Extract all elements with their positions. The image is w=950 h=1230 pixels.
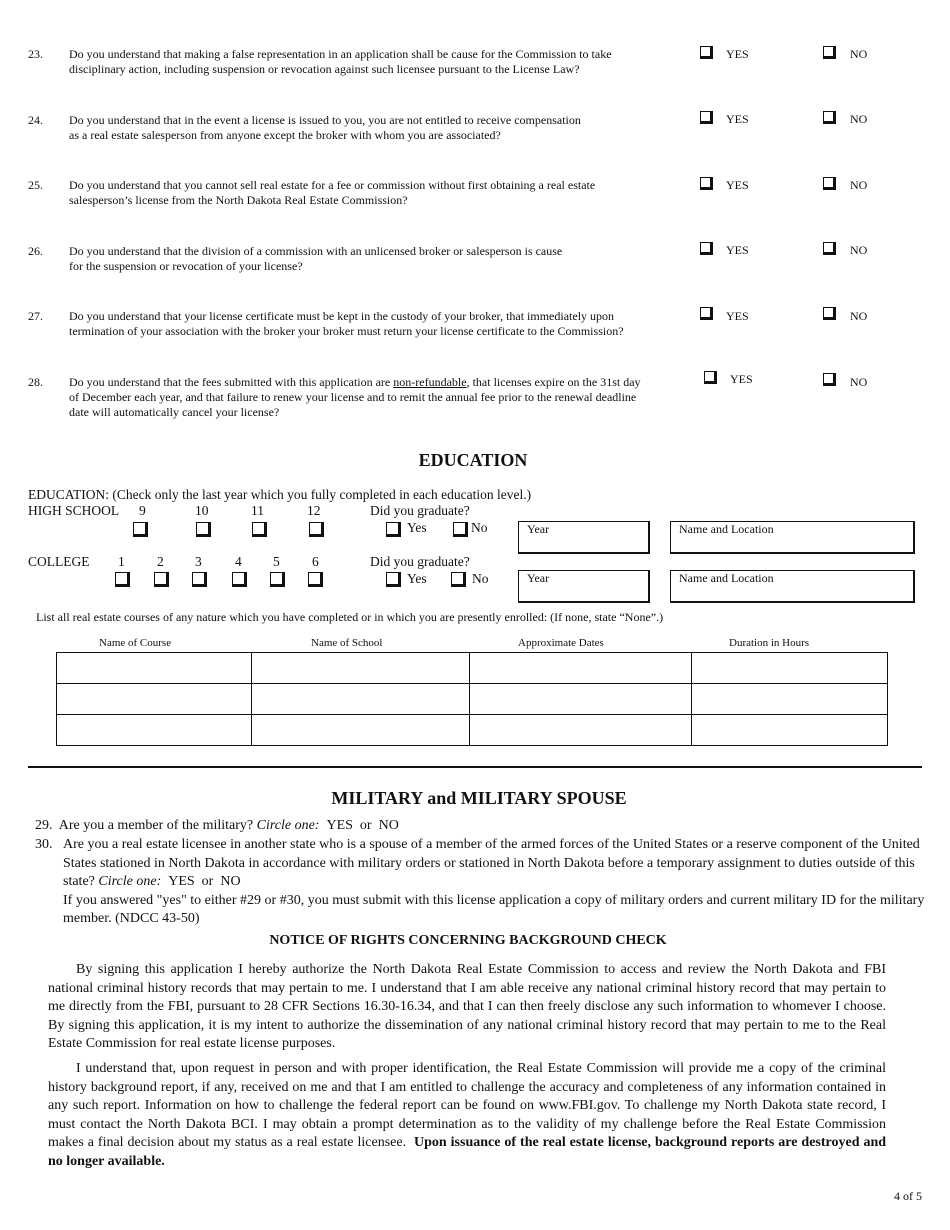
question-number: 25. [28,178,43,192]
q27-yes-checkbox[interactable] [700,307,713,320]
question-29 [35,817,925,836]
hs-12-checkbox[interactable] [309,522,324,537]
q25-line2: salesperson’s license from the North Dakota Real Estate Commission? [69,193,408,207]
hs-no-label: No [471,520,488,535]
q23-line1: Do you understand that making a false representation in an application shall be cause for the Commission to take [69,47,612,61]
college-yes-label: Yes [407,571,427,586]
q28-no-checkbox[interactable] [823,373,836,386]
high-school-label: HIGH SCHOOL [28,503,120,518]
hs-graduate-yes-checkbox[interactable] [386,522,401,537]
hs-year-label: 9 [139,503,146,518]
college-year-label: 3 [195,554,202,569]
college-graduate-question: Did you graduate? [370,554,470,569]
q28-line2: of December each year, and that failure to renew your license and to remit the annual fee prior to the renewal deadline [69,390,637,404]
question-28-text [69,375,679,420]
no-label: NO [850,309,868,323]
q24-yes-checkbox[interactable] [700,111,713,124]
duration-cell[interactable] [692,653,888,684]
college-label: COLLEGE [28,554,90,569]
hs-11-checkbox[interactable] [252,522,267,537]
question-number: 27. [28,309,43,323]
yes-label: YES [726,47,749,61]
dates-cell[interactable] [470,684,692,715]
col-header-course: Name of Course [99,637,172,649]
q29-yes-no[interactable]: YES or NO [326,818,399,833]
section-divider [28,766,922,768]
q24-line2: as a real estate salesperson from anyone except the broker with whom you are associated? [69,128,501,142]
q25-yes-checkbox[interactable] [700,177,713,190]
college-year-field-label: Year [527,571,550,585]
education-instruction: EDUCATION: (Check only the last year which you fully completed in each education level.) [28,487,532,502]
q27-no-checkbox[interactable] [823,307,836,320]
school-name-cell[interactable] [252,653,470,684]
table-row [57,715,888,746]
no-label: NO [850,243,868,257]
col-header-dates: Approximate Dates [518,637,604,649]
hs-year-field[interactable] [518,521,650,554]
college-name-location-field[interactable] [670,570,915,603]
college-1-checkbox[interactable] [115,572,130,587]
no-label: NO [850,178,868,192]
q25-no-checkbox[interactable] [823,177,836,190]
college-year-field[interactable] [518,570,650,603]
q26-line1: Do you understand that the division of a commission with an unlicensed broker or salesperson is cause [69,244,563,258]
question-27-text [69,309,679,339]
hs-year-label: 10 [195,503,209,518]
yes-label: YES [726,309,749,323]
course-name-cell[interactable] [57,715,252,746]
q25-line1: Do you understand that you cannot sell real estate for a fee or commission without first obtaining a real estate [69,178,596,192]
question-24-text [69,113,669,143]
hs-yes-label: Yes [407,520,427,535]
q27-line2: termination of your association with the broker your broker must return your license certificate to the Commission? [69,324,624,338]
notice-para2-bold: Upon issuance of the real estate license, background reports are destroyed and no longer available. [48,1135,887,1169]
col-header-duration: Duration in Hours [729,637,810,649]
hs-name-location-label: Name and Location [679,522,774,536]
yes-label: YES [726,112,749,126]
q28-yes-checkbox[interactable] [704,371,717,384]
college-year-label: 6 [312,554,319,569]
school-name-cell[interactable] [252,715,470,746]
q26-no-checkbox[interactable] [823,242,836,255]
q23-line2: disciplinary action, including suspension or revocation against such licensee pursuant to the License Law? [69,62,580,76]
q30-yes-no[interactable]: YES or NO [168,874,241,889]
education-heading: EDUCATION [418,450,528,470]
hs-graduate-no-checkbox[interactable] [453,522,468,537]
college-graduate-no-checkbox[interactable] [451,572,466,587]
q23-no-checkbox[interactable] [823,46,836,59]
col-header-school: Name of School [311,637,383,649]
hs-10-checkbox[interactable] [196,522,211,537]
yes-label: YES [726,178,749,192]
q29-circle-one: Circle one: [256,818,320,833]
q24-no-checkbox[interactable] [823,111,836,124]
college-year-label: 5 [273,554,280,569]
hs-9-checkbox[interactable] [133,522,148,537]
no-label: NO [850,375,868,389]
q23-yes-checkbox[interactable] [700,46,713,59]
question-number: 23. [28,47,43,61]
question-number: 24. [28,113,43,127]
college-name-location-label: Name and Location [679,571,774,585]
q28-non-refundable: non-refundable [393,375,467,389]
yes-label: YES [726,243,749,257]
college-no-label: No [472,571,489,586]
question-30 [35,836,925,929]
college-2-checkbox[interactable] [154,572,169,587]
question-26-text [69,244,669,274]
yes-label: YES [730,372,753,386]
college-4-checkbox[interactable] [232,572,247,587]
q26-yes-checkbox[interactable] [700,242,713,255]
q30-number: 30. [35,837,53,852]
hs-year-field-label: Year [527,522,550,536]
course-name-cell[interactable] [57,684,252,715]
q29-number: 29. [35,818,53,833]
table-row [57,653,888,684]
dates-cell[interactable] [470,715,692,746]
q27-line1: Do you understand that your license certificate must be kept in the custody of your broker, that immediately upon [69,309,615,323]
q28-line1 [69,375,679,390]
question-23-text [69,47,669,77]
hs-name-location-field[interactable] [670,521,915,554]
college-year-label: 4 [235,554,242,569]
hs-year-label: 11 [251,503,264,518]
college-6-checkbox[interactable] [308,572,323,587]
page-number: 4 of 5 [894,1189,922,1203]
q28-line1-end: , that licenses expire on the 31st day [466,375,641,389]
school-name-cell[interactable] [252,684,470,715]
notice-paragraph-2 [48,1060,886,1171]
no-label: NO [850,47,868,61]
duration-cell[interactable] [692,715,888,746]
question-25-text [69,178,669,208]
q29-text: Are you a member of the military? [58,818,254,833]
college-3-checkbox[interactable] [192,572,207,587]
question-number: 26. [28,244,43,258]
courses-instruction: List all real estate courses of any nature which you have completed or in which you are presently enrolled: (If none, state “None”.) [36,610,664,624]
q30-circle-one: Circle one: [98,874,162,889]
military-note: If you answered "yes" to either #29 or #30, you must submit with this license application a copy of military orders and current military ID for the military member. (NDCC 43-50) [63,892,925,926]
no-label: NO [850,112,868,126]
college-5-checkbox[interactable] [270,572,285,587]
college-year-label: 1 [118,554,125,569]
hs-year-label: 12 [307,503,321,518]
table-row [57,684,888,715]
q28-line3: date will automatically cancel your license? [69,405,280,419]
course-name-cell[interactable] [57,653,252,684]
military-heading: MILITARY and MILITARY SPOUSE [331,788,627,808]
college-graduate-yes-checkbox[interactable] [386,572,401,587]
dates-cell[interactable] [470,653,692,684]
notice-paragraph-1: By signing this application I hereby authorize the North Dakota Real Estate Commission to access and review the North Dakota and FBI national criminal history records that may pertain to me. I understand that I am able receive any national criminal history record that may pertain to me directly from the FBI, pursuant to 28 CFR Sections 16.30-16.34, and that I can then freely disclose any such information to whomever I choose. By signing this application, it is my intent to authorize the dissemination of any national criminal history record that may pertain to me to the Real Estate Commission for real estate license purposes. [48,962,886,1051]
q24-line1: Do you understand that in the event a license is issued to you, you are not entitled to receive compensation [69,113,581,127]
notice-heading: NOTICE OF RIGHTS CONCERNING BACKGROUND CHECK [269,933,667,948]
notice-para2-text: I understand that, upon request in person and with proper identification, the Real Estate Commission will provide me a copy of the criminal history background report, if any, received on me and that I am entitled to challenge the accuracy and completeness of any information contained in any such report. Information on how to challenge the federal report can be found on www.FBI.gov. To challenge my North Dakota state record, I must contact the North Dakota BCI. I may obtain a prompt determination as to the validity of my challenge before the Real Estate Commission makes a final decision about my status as a real estate licensee. [48,1061,886,1150]
duration-cell[interactable] [692,684,888,715]
courses-table [56,652,888,746]
q30-text: Are you a real estate licensee in another state who is a spouse of a member of the armed forces of the United States or a reserve component of the United States stationed in North Dakota in accordance with military orders or stationed in North Dakota before a temporary assignment to duties outside of this state? [63,837,920,889]
q26-line2: for the suspension or revocation of your license? [69,259,303,273]
q28-line1-start: Do you understand that the fees submitted with this application are [69,375,394,389]
question-number: 28. [28,375,43,389]
hs-graduate-question: Did you graduate? [370,503,470,518]
college-year-label: 2 [157,554,164,569]
